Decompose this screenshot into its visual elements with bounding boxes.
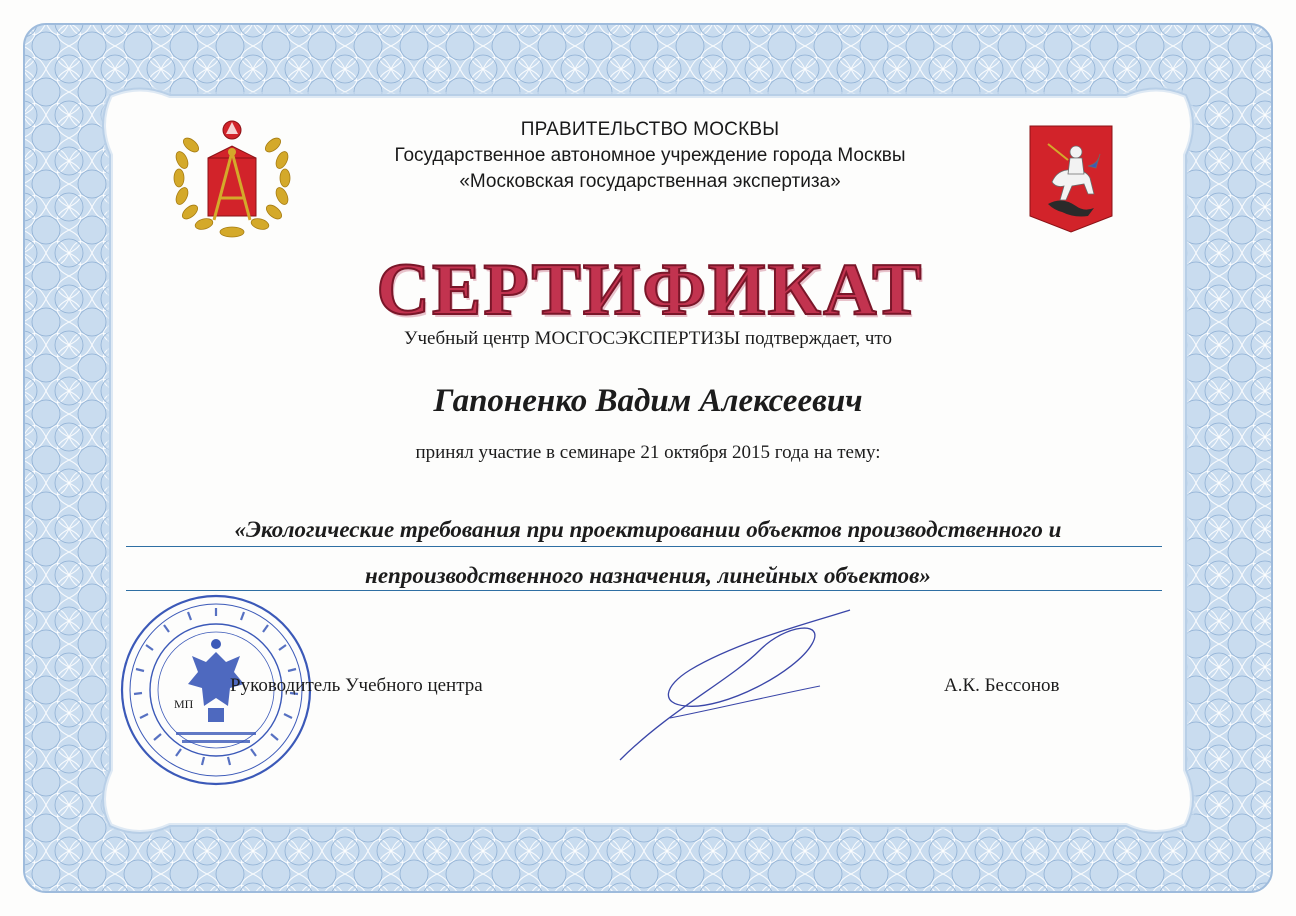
stamp-place-label: МП	[174, 697, 194, 711]
government-header	[330, 117, 970, 195]
confirmation-text: Учебный центр МОСГОСЭКСПЕРТИЗЫ подтверждает, что	[404, 328, 892, 349]
organization-name: «Московская государственная экспертиза»	[459, 171, 841, 192]
handwritten-signature-icon	[590, 600, 870, 770]
government-name: ПРАВИТЕЛЬСТВО МОСКВЫ	[520, 119, 780, 140]
seminar-text: принял участие в семинаре 21 октября 2015 года на тему:	[415, 442, 881, 463]
topic-underline-2	[126, 590, 1162, 591]
signatory-name: А.К. Бессонов	[944, 675, 1060, 696]
moscow-coat-of-arms-icon	[1028, 124, 1114, 234]
topic-line-2: непроизводственного назначения, линейных объектов»	[365, 563, 931, 588]
institution-name: Государственное автономное учреждение города Москвы	[394, 145, 906, 166]
mosgosexpertiza-emblem-icon	[168, 112, 296, 242]
certificate-title: СЕРТИФИКАТ	[376, 249, 924, 331]
topic-underline-1	[126, 546, 1162, 547]
topic-line-1: «Экологические требования при проектировании объектов производственного и	[234, 517, 1062, 542]
signatory-role: Руководитель Учебного центра	[230, 675, 483, 696]
recipient-name: Гапоненко Вадим Алексеевич	[433, 383, 863, 419]
